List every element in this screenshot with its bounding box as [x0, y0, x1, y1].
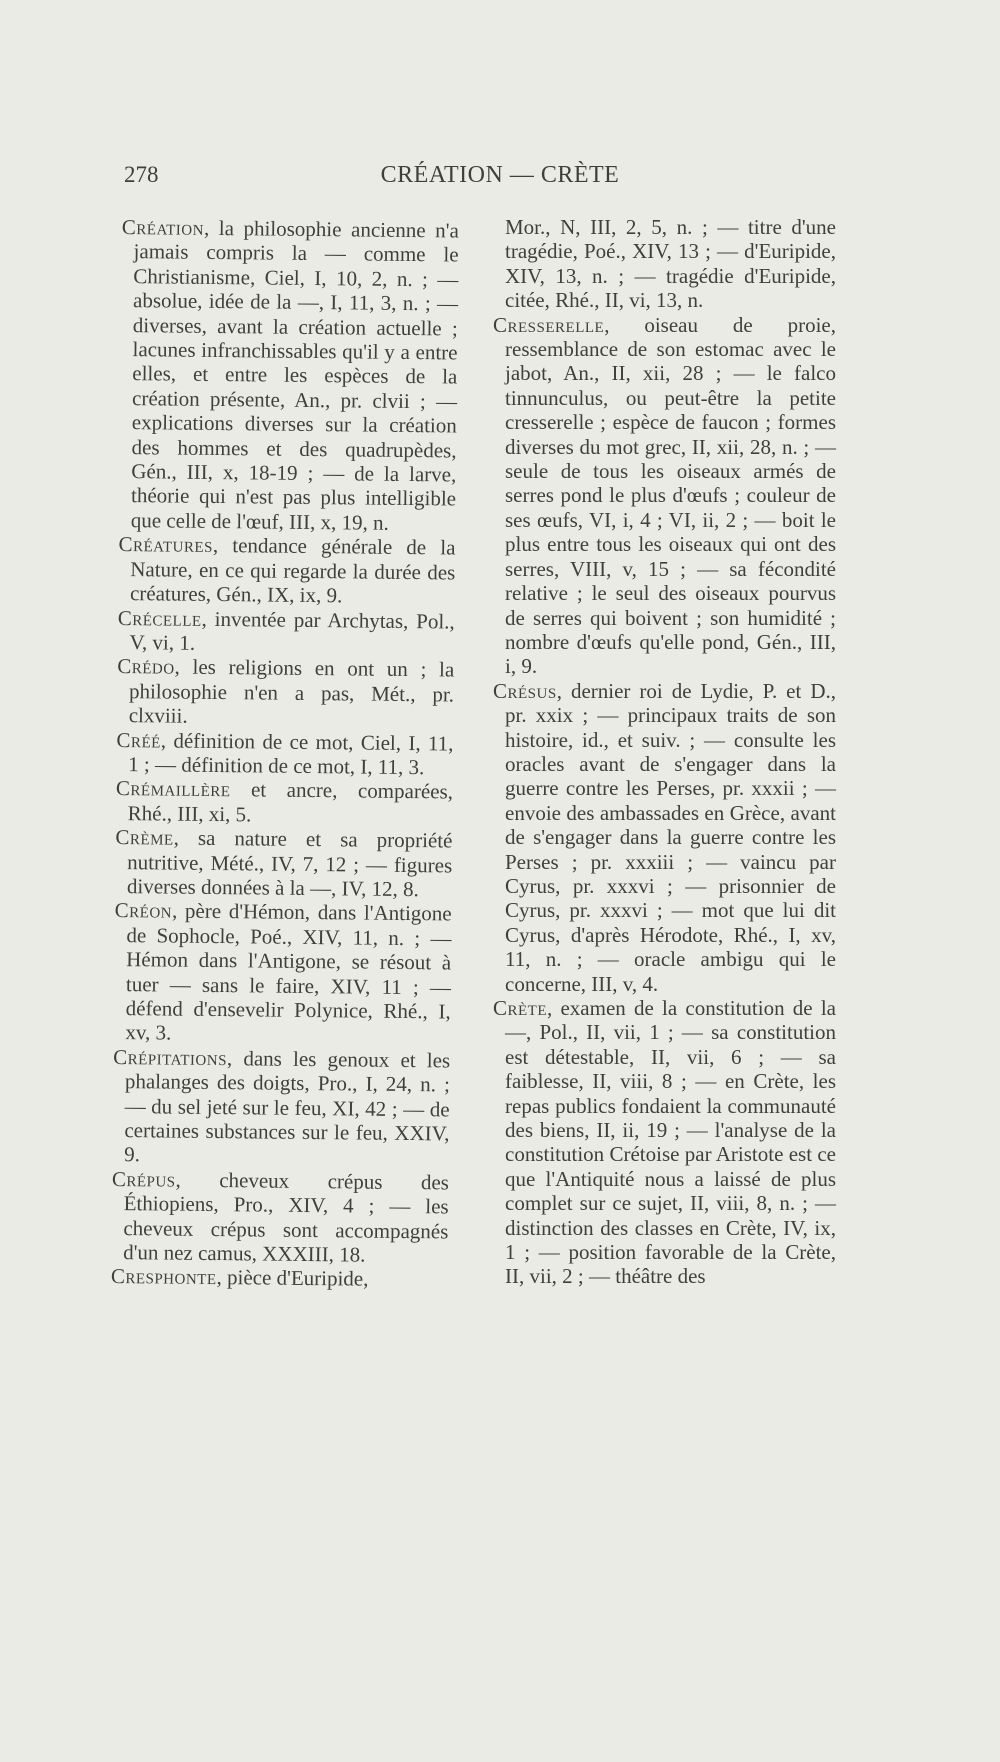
entry-text: , père d'Hémon, dans l'Antigone de Sophocle, Poé., XIV, 11, n. ; — Hémon dans l'Antigone, se résout à tuer — sans le faire, XIV, 11 ; — défend d'ensevelir Polynice, Rhé., I, xv, 3.	[125, 898, 452, 1045]
entry-headword: Crème	[115, 825, 174, 850]
index-entry	[111, 1264, 448, 1292]
entry-text: , dernier roi de Lydie, P. et D., pr. xxix ; — principaux traits de son histoire, id., et suiv. ; — consulte les oracles avant de s'engager dans la guerre contre les Perses, pr. xxxii ; — envoie des ambassades en Grèce, avant de s'engager dans la guerre contre les Perses ; pr. xxxiii ; — vaincu par Cyrus, pr. xxxvi ; — prisonnier de Cyrus, pr. xxxvi ; — mot que lui dit Cyrus, d'après Hérodote, Rhé., I, xv, 11, n. ; — oracle ambigu qui le concerne, III, v, 4.	[505, 678, 836, 996]
entry-text: , examen de la constitution de la —, Pol., II, vii, 1 ; — sa constitution est détestable, II, vii, 6 ; — sa faiblesse, II, viii, 8 ; — en Crète, les repas publics fondaient la communauté des biens, II, ii, 19 ; — l'analyse de la constitution Crétoise par Aristote est ce que l'Antiquité nous a laissé de plus complet sur ce sujet, II, viii, 8, n. ; — distinction des classes en Crète, IV, ix, 1 ; — position favorable de la Crète, II, vii, 2 ; — théâtre des	[505, 996, 836, 1289]
index-entry	[113, 898, 452, 1048]
index-entry	[111, 1167, 449, 1268]
index-entry	[117, 654, 455, 731]
entry-text: , pièce d'Euripide,	[216, 1265, 369, 1292]
entry-headword: Créon	[114, 898, 173, 923]
index-entry	[115, 825, 453, 902]
entry-headword: Crépitations	[113, 1044, 228, 1070]
entry-headword: Créé	[116, 727, 161, 752]
entry-headword: Créatures	[118, 532, 214, 558]
entry-text: , tendance générale de la Nature, en ce qui regarde la durée des créatures, Gén., IX, ix, 9.	[129, 533, 456, 608]
entry-headword: Cresphonte	[110, 1264, 217, 1290]
index-entry	[116, 728, 453, 780]
right-column	[493, 215, 836, 1289]
index-entry	[493, 313, 836, 679]
entry-headword: Crécelle	[117, 605, 202, 631]
index-entry	[493, 996, 836, 1289]
entry-text: , dans les genoux et les phalanges des doigts, Pro., I, 24, n. ; — du sel jeté sur le feu, XI, 42 ; — de certaines substances sur le feu, XXIV, 9.	[124, 1045, 451, 1167]
entry-text: , les religions en ont un ; la philosophie n'en a pas, Mét., pr. clxviii.	[128, 654, 455, 728]
entry-text: , inventée par Archytas, Pol., V, vi, 1.	[129, 606, 455, 655]
entry-headword: Crémaillère	[115, 776, 231, 802]
entry-headword: Création	[121, 215, 205, 240]
entry-text: , cheveux crépus des Éthiopiens, Pro., XIV, 4 ; — les cheveux crépus sont accompagnés d'un nez camus, XXXIII, 18.	[123, 1167, 450, 1267]
entry-headword: Cresserelle	[493, 312, 605, 337]
entry-headword: Crète	[493, 996, 547, 1020]
running-title: CRÉATION — CRÈTE	[380, 162, 620, 188]
index-entry	[119, 215, 459, 536]
index-entry	[118, 532, 456, 609]
entry-headword: Crésus	[493, 678, 557, 703]
index-entry	[117, 605, 454, 657]
left-column	[110, 215, 459, 1292]
running-header	[0, 162, 1000, 196]
entry-text: Mor., N, III, 2, 5, n. ; — titre d'une tragédie, Poé., XIV, 13 ; — d'Euripide, XIV, 13, n. ; — tragédie d'Euripide, citée, Rhé., II, vi, 13, n.	[505, 215, 836, 313]
entry-text: , oiseau de proie, ressemblance de son estomac avec le jabot, An., II, xii, 28 ; — le falco tinnunculus, ou peut-être la petite cresserelle ; espèce de faucon ; formes diverses du mot grec, II, xii, 28, n. ; — seule de tous les oiseaux armés de serres pond le plus d'œufs ; couleur de ses œufs, VI, i, 4 ; VI, ii, 2 ; — boit le plus entre tous les oiseaux qui ont des serres, VIII, v, 15 ; — sa fécondité relative ; le seul des oiseaux pourvus de serres qui boivent ; son humidité ; nombre d'œufs qu'elle pond, Gén., III, i, 9.	[505, 312, 836, 679]
entry-text: , sa nature et sa propriété nutritive, Mété., IV, 7, 12 ; — figures diverses données à la —, IV, 12, 8.	[126, 825, 453, 902]
entry-headword: Crépus	[111, 1166, 176, 1192]
entry-headword: Crédo	[117, 654, 175, 679]
entry-text: , définition de ce mot, Ciel, I, 11, 1 ; — définition de ce mot, I, 11, 3.	[128, 727, 454, 780]
page-number: 278	[124, 162, 159, 187]
index-entry	[116, 776, 453, 828]
entry-text: , la philosophie ancienne n'a jamais compris la — comme le Christianisme, Ciel, I, 10, 2, n. ; — absolue, idée de la —, I, 11, 3, n. ; — diverses, avant la création actuelle ; lacunes infranchissables qu'il y a entre elles, et entre les espèces de la création présente, An., pr. clvii ; — explications diverses sur la création des hommes et des quadrupèdes, Gén., III, x, 18-19 ; — de la larve, théorie qui n'est pas plus intelligible que celle de l'œuf, III, x, 19, n.	[130, 215, 459, 535]
index-entry	[493, 679, 836, 996]
entry-text: et ancre, comparées, Rhé., III, xi, 5.	[127, 777, 454, 827]
index-entry-continued	[493, 215, 836, 313]
index-entry	[112, 1045, 450, 1171]
